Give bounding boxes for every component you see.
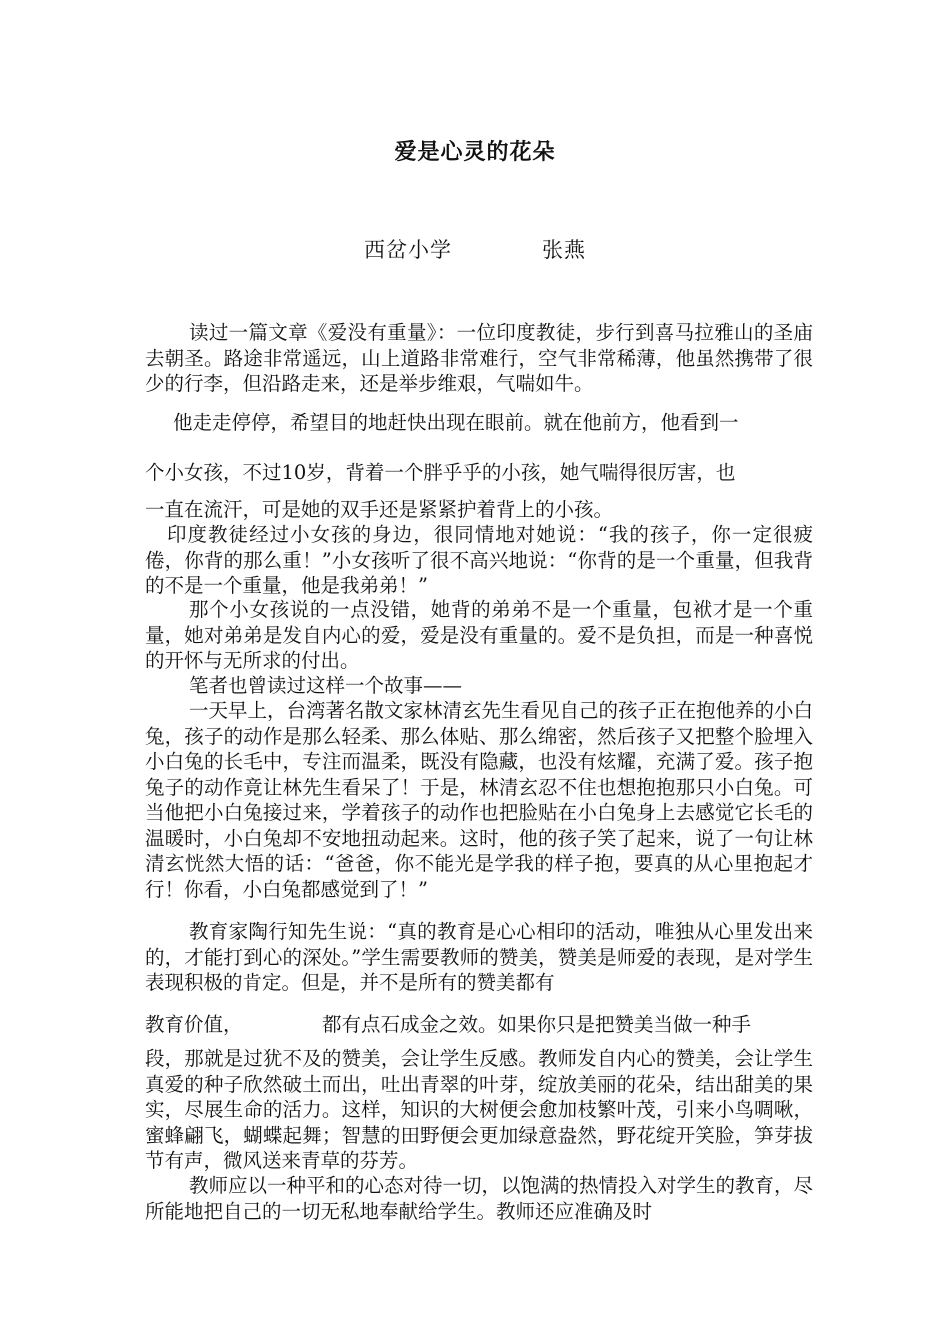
paragraph-7-line-b1: 教育价值， [145,1013,243,1036]
paragraph-7: 教育家陶行知先生说：“真的教育是心心相印的活动，唯独从心里发出来的，才能打到心的深处。”学生需要教师的赞美，赞美是师爱的表现，是对学生表现积极的肯定。但是，并不是所有的赞美都有 [145,920,813,994]
paragraph-2-line-1: 他走走停停，希望目的地赶快出现在眼前。就在他前方，他看到一 [173,411,739,434]
paragraph-2-line-2: 个小女孩，不过10岁，背着一个胖乎乎的小孩，她气喘得很厉害，也 [145,461,736,484]
paragraph-6: 一天早上，台湾著名散文家林清玄先生看见自己的孩子正在抱他养的小白兔，孩子的动作是那么轻柔、那么体贴、那么绵密，然后孩子又把整个脸埋入小白兔的长毛中，专注而温柔，既没有隐藏，也没有炫耀，充满了爱。孩子抱兔子的动作竟让林先生看呆了！于是，林清玄忍不住也想抱抱那只小白兔。可当他把小白兔接过来，学着孩子的动作也把脸贴在小白兔身上去感觉它长毛的温暖时，小白兔却不安地扭动起来。这时，他的孩子笑了起来，说了一句让林清玄恍然大悟的话：“爸爸，你不能光是学我的样子抱，要真的从心里抱起才行！你看，小白兔都感觉到了！” [145,699,814,901]
paragraph-3: 印度教徒经过小女孩的身边，很同情地对她说：“我的孩子，你一定很疲倦，你背的那么重！”小女孩听了很不高兴地说：“你背的是一个重量，但我背的不是一个重量，他是我弟弟！” [145,523,813,597]
byline [0,234,950,264]
byline-school: 西岔小学 [364,238,452,262]
paragraph-2-line-3: 一直在流汗，可是她的双手还是紧紧护着背上的小孩。 [145,498,614,521]
paragraph-5: 笔者也曾读过这样一个故事—— [189,674,463,697]
paragraph-7-line-b2: 都有点石成金之效。如果你只是把赞美当做一种手 [322,1013,752,1036]
paragraph-1: 读过一篇文章《爱没有重量》：一位印度教徒，步行到喜马拉雅山的圣庙去朝圣。路途非常遥远，山上道路非常难行，空气非常稀薄，他虽然携带了很少的行李，但沿路走来，还是举步维艰，气喘如牛。 [145,321,813,395]
byline-author: 张燕 [542,238,586,262]
paragraph-8: 段，那就是过犹不及的赞美，会让学生反感。教师发自内心的赞美，会让学生真爱的种子欣然破土而出，吐出青翠的叶芽，绽放美丽的花朵，结出甜美的果实，尽展生命的活力。这样，知识的大树便会愈加枝繁叶茂，引来小鸟啁啾，蜜蜂翩飞，蝴蝶起舞；智慧的田野便会更加绿意盎然，野花绽开笑脸，笋芽拔节有声，微风送来青草的芬芳。 [145,1047,813,1172]
paragraph-4: 那个小女孩说的一点没错，她背的弟弟不是一个重量，包袱才是一个重量，她对弟弟是发自内心的爱，爱是没有重量的。爱不是负担，而是一种喜悦的开怀与无所求的付出。 [145,598,813,672]
document-title: 爱是心灵的花朵 [394,140,556,165]
paragraph-9: 教师应以一种平和的心态对待一切，以饱满的热情投入对学生的教育，尽所能地把自己的一切无私地奉献给学生。教师还应准确及时 [145,1174,814,1223]
